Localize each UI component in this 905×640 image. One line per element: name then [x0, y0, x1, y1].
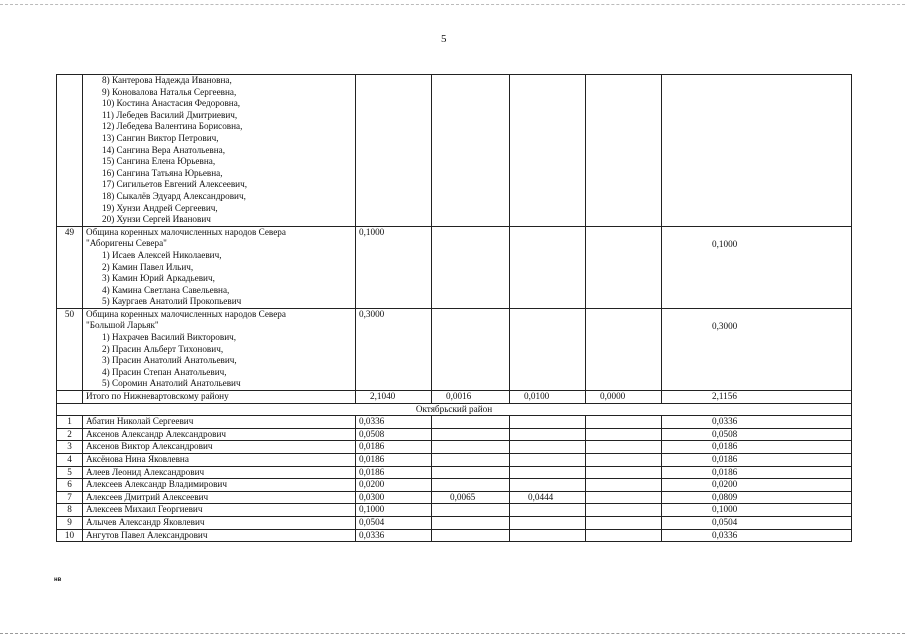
value-col1: 0,0200 [356, 479, 432, 492]
value-col2: 0,0065 [432, 491, 510, 504]
total-col1: 2,1040 [356, 391, 432, 404]
value-col4 [586, 441, 662, 454]
value-col2 [432, 226, 510, 308]
text-line: 17) Сигильетов Евгений Алексеевич, [102, 179, 248, 190]
community-name-cell [83, 226, 356, 308]
value-col1: 0,3000 [356, 308, 432, 390]
total-col3: 0,0100 [510, 391, 586, 404]
total-col4: 0,0000 [586, 391, 662, 404]
row-number-cell: 5 [57, 466, 83, 479]
value-col4 [586, 428, 662, 441]
value-col4 [586, 466, 662, 479]
value-col4 [586, 416, 662, 429]
text-line: 5) Соромин Анатолий Анатольевич [102, 378, 241, 389]
value-col3: 0,0444 [510, 491, 586, 504]
value-total: 0,0200 [662, 479, 852, 492]
table-row [57, 416, 852, 429]
table-row [57, 454, 852, 467]
text-line: 18) Сыкалёв Эдуард Александрович, [102, 190, 246, 201]
value-total: 0,0809 [662, 491, 852, 504]
text-line: 11) Лебедев Василий Дмитриевич, [102, 109, 238, 120]
value-total: 0,1000 [662, 226, 852, 308]
scan-edge-bottom [0, 633, 905, 634]
value-col4 [586, 529, 662, 542]
value-col2 [432, 441, 510, 454]
text-line: 16) Сангина Татьяна Юрьевна, [102, 167, 223, 178]
value-total: 0,1000 [662, 504, 852, 517]
community-row [57, 308, 852, 390]
value-col3 [510, 454, 586, 467]
person-name-cell: Ангутов Павел Александрович [83, 529, 356, 542]
value-col4 [586, 516, 662, 529]
text-line: 9) Коновалова Наталья Сергеевна, [102, 86, 237, 97]
text-line: 10) Костина Анастасия Федоровна, [102, 98, 241, 109]
table-row [57, 479, 852, 492]
text-line: 1) Нахрачев Василий Викторович, [102, 332, 237, 343]
value-total: 0,0186 [662, 466, 852, 479]
row-number-cell: 6 [57, 479, 83, 492]
text-line: 15) Сангина Елена Юрьевна, [102, 156, 216, 167]
text-line: 4) Камина Светлана Савельевна, [102, 284, 230, 295]
district-header-row [57, 403, 852, 416]
value-col3 [510, 516, 586, 529]
text-line: 19) Хунзи Андрей Сергеевич, [102, 202, 218, 213]
text-line: 12) Лебедева Валентина Борисовна, [102, 121, 243, 132]
person-name-cell: Алексеев Михаил Георгиевич [83, 504, 356, 517]
member-list-cell [83, 75, 356, 227]
district-total-row [57, 391, 852, 404]
value-col3 [510, 466, 586, 479]
value-col4 [586, 454, 662, 467]
person-name-cell: Абатин Николай Сергеевич [83, 416, 356, 429]
text-line: Община коренных малочисленных народов Севера [86, 226, 286, 237]
table-row [57, 466, 852, 479]
value-col2 [432, 516, 510, 529]
value-total: 0,0508 [662, 428, 852, 441]
value-col1: 0,0336 [356, 416, 432, 429]
text-line: "Аборигены Севера" [86, 238, 167, 249]
community-row [57, 226, 852, 308]
value-col3 [510, 428, 586, 441]
row-number-cell: 50 [57, 308, 83, 390]
text-line: 8) Кантерова Надежда Ивановна, [102, 75, 232, 85]
value-col3 [510, 416, 586, 429]
row-number-cell: 9 [57, 516, 83, 529]
text-line: 2) Камин Павел Ильич, [102, 261, 194, 272]
value-col2 [432, 504, 510, 517]
footer-mark: нв [54, 577, 62, 583]
value-col4 [586, 491, 662, 504]
value-cell [356, 75, 432, 227]
text-line: 14) Сангина Вера Анатольевна, [102, 144, 226, 155]
value-col3 [510, 308, 586, 390]
district-header: Октябрьский район [57, 403, 852, 416]
text-line: "Большой Ларьяк" [86, 320, 159, 331]
value-col1: 0,0186 [356, 454, 432, 467]
district-total-label: Итого по Нижневартовскому району [83, 391, 356, 404]
row-number-cell: 7 [57, 491, 83, 504]
value-col3 [510, 504, 586, 517]
page-number: 5 [441, 33, 447, 45]
value-total: 0,3000 [662, 308, 852, 390]
table-row [57, 491, 852, 504]
value-col2 [432, 479, 510, 492]
value-col2 [432, 416, 510, 429]
value-total: 0,0504 [662, 516, 852, 529]
row-number-cell [57, 391, 83, 404]
value-col2 [432, 466, 510, 479]
value-total: 0,0336 [662, 529, 852, 542]
table-body [57, 75, 852, 542]
row-number-cell: 8 [57, 504, 83, 517]
person-name-cell: Алексеев Дмитрий Алексеевич [83, 491, 356, 504]
text-line: Община коренных малочисленных народов Севера [86, 308, 286, 319]
table-row [57, 428, 852, 441]
row-number-cell: 3 [57, 441, 83, 454]
value-col1: 0,1000 [356, 504, 432, 517]
value-cell [586, 75, 662, 227]
allocation-table [56, 74, 852, 542]
table-row [57, 504, 852, 517]
person-name-cell: Алеев Леонид Александрович [83, 466, 356, 479]
value-col2 [432, 308, 510, 390]
person-name-cell: Аксенов Александр Александрович [83, 428, 356, 441]
value-col1: 0,0336 [356, 529, 432, 542]
value-col4 [586, 226, 662, 308]
row-number-cell [57, 75, 83, 227]
table-row [57, 529, 852, 542]
table-row [57, 441, 852, 454]
text-line: 2) Прасин Альберт Тихонович, [102, 343, 224, 354]
row-number-cell: 2 [57, 428, 83, 441]
community-name-cell [83, 308, 356, 390]
value-col3 [510, 226, 586, 308]
person-name-cell: Алексеев Александр Владимирович [83, 479, 356, 492]
row-number-cell: 1 [57, 416, 83, 429]
value-col1: 0,0186 [356, 466, 432, 479]
value-col4 [586, 308, 662, 390]
text-line: 1) Исаев Алексей Николаевич, [102, 249, 222, 260]
value-col3 [510, 441, 586, 454]
value-total: 0,0186 [662, 454, 852, 467]
value-col4 [586, 504, 662, 517]
value-cell [662, 75, 852, 227]
row-number-cell: 4 [57, 454, 83, 467]
row-number-cell: 49 [57, 226, 83, 308]
value-col3 [510, 529, 586, 542]
person-name-cell: Аксенов Виктор Александрович [83, 441, 356, 454]
text-line: 13) Сангин Виктор Петрович, [102, 132, 219, 143]
value-col2 [432, 529, 510, 542]
value-cell [510, 75, 586, 227]
value-col4 [586, 479, 662, 492]
text-line: 3) Камин Юрий Аркадьевич, [102, 273, 215, 284]
value-col1: 0,0300 [356, 491, 432, 504]
text-line: 3) Прасин Анатолий Анатольевич, [102, 355, 237, 366]
text-line: 5) Каургаев Анатолий Прокопьевич [102, 296, 242, 307]
value-col2 [432, 454, 510, 467]
value-col2 [432, 428, 510, 441]
person-name-cell: Алычев Александр Яковлевич [83, 516, 356, 529]
value-col1: 0,0504 [356, 516, 432, 529]
value-cell [432, 75, 510, 227]
continuation-row [57, 75, 852, 227]
table-row [57, 516, 852, 529]
total-sum: 2,1156 [662, 391, 852, 404]
value-total: 0,0336 [662, 416, 852, 429]
value-col1: 0,0508 [356, 428, 432, 441]
row-number-cell: 10 [57, 529, 83, 542]
text-line: 4) Прасин Степан Анатольевич, [102, 366, 227, 377]
total-col2: 0,0016 [432, 391, 510, 404]
value-total: 0,0186 [662, 441, 852, 454]
value-col1: 0,1000 [356, 226, 432, 308]
text-line: 20) Хунзи Сергей Иванович [102, 214, 211, 225]
scan-edge-top [0, 4, 905, 5]
person-name-cell: Аксёнова Нина Яковлевна [83, 454, 356, 467]
value-col1: 0,0186 [356, 441, 432, 454]
value-col3 [510, 479, 586, 492]
